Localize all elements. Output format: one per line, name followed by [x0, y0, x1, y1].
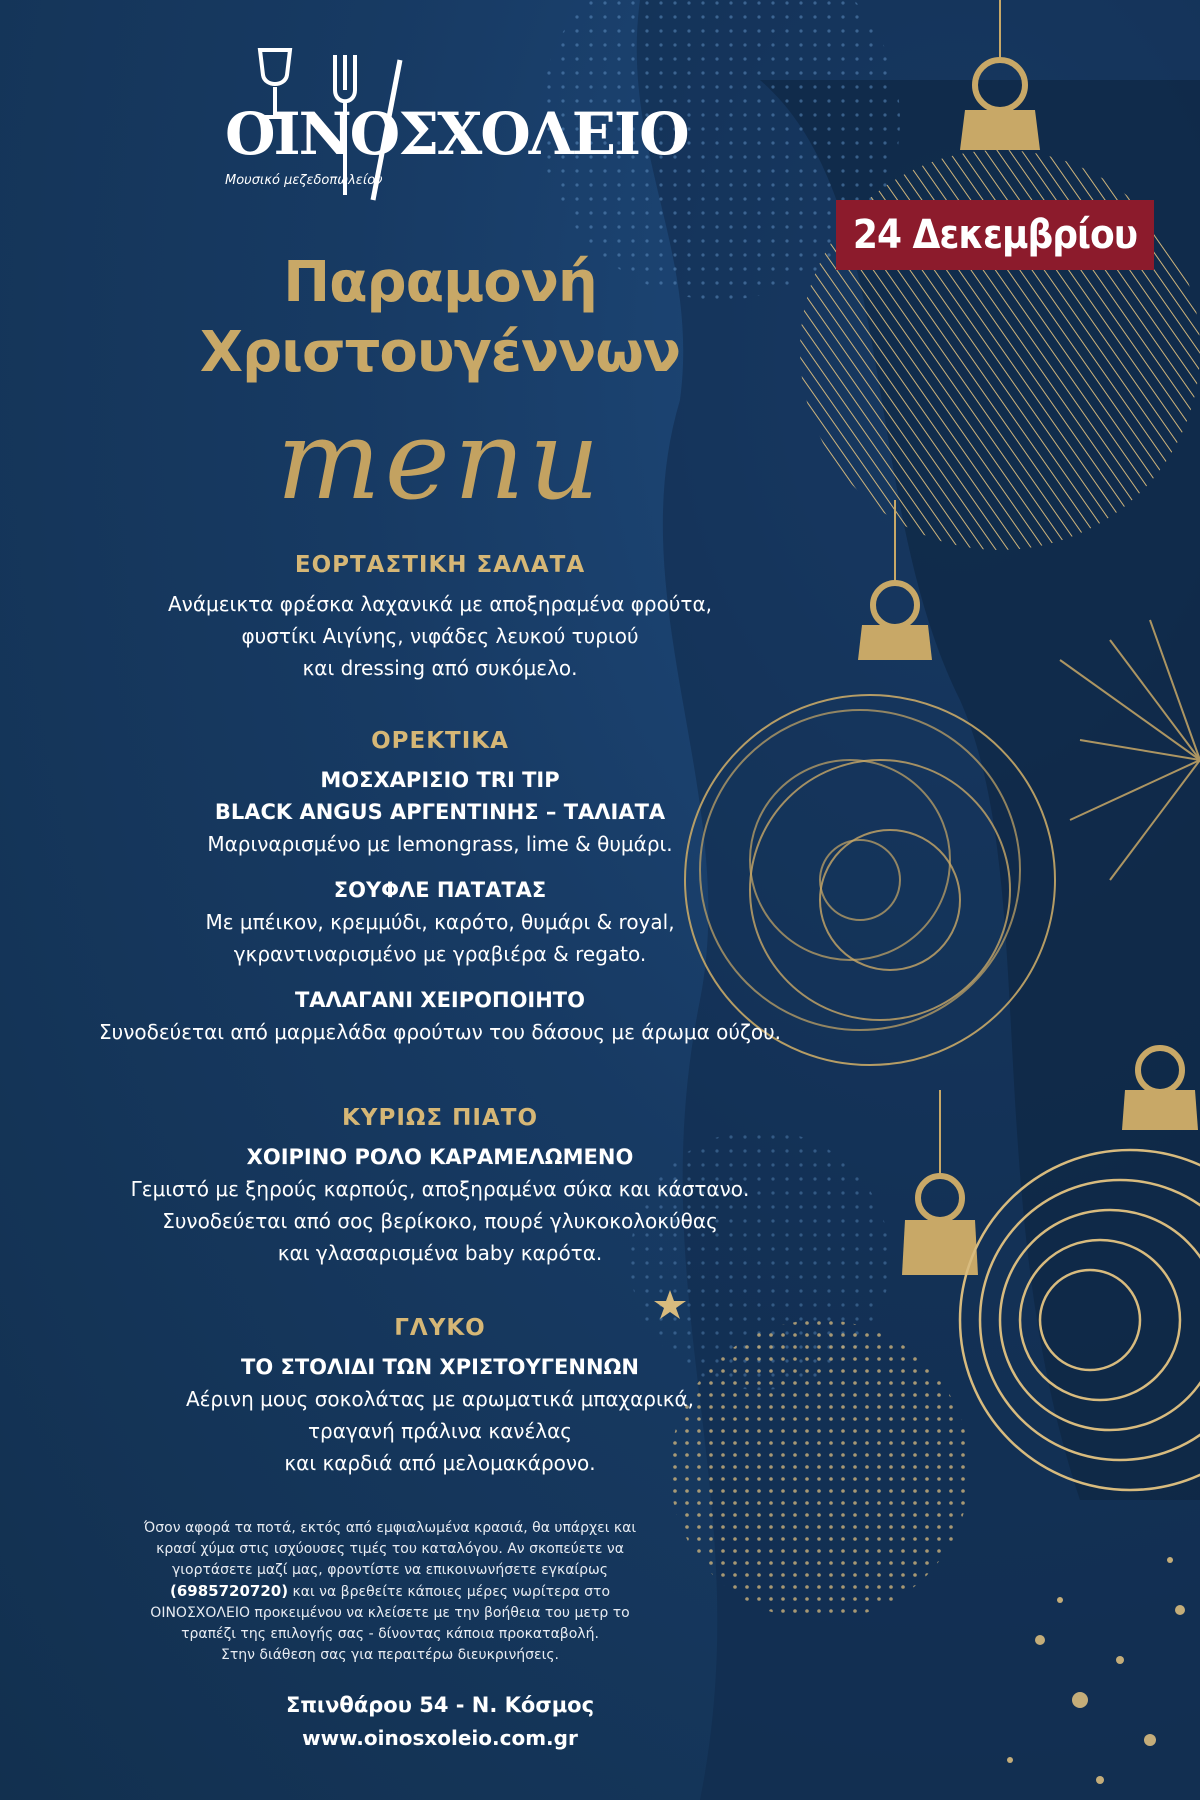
section-heading: ΕΟΡΤΑΣΤΙΚΗ ΣΑΛΑΤΑ [294, 552, 586, 578]
page-title [0, 248, 880, 388]
dish-description: και dressing από συκόμελο. [302, 656, 578, 680]
dish-description: Μαριναρισμένο με lemongrass, lime & θυμάρι. [207, 832, 673, 856]
note-line: Στην διάθεση σας για περαιτέρω διευκρινήσεις. [220, 1647, 560, 1663]
section-dessert [0, 1315, 880, 1479]
logo-tagline: Μουσικό μεζεδοπωλείον [225, 173, 383, 188]
phone-number[interactable]: (6985720720) [169, 1582, 289, 1600]
dish-description: Με μπέικον, κρεμμύδι, καρότο, θυμάρι & royal, [205, 910, 675, 934]
section-appetizers [0, 728, 880, 1048]
reservation-note [90, 1518, 690, 1666]
dish-description: Γεμιστό με ξηρούς καρπούς, αποξηραμένα σύκα και κάστανο. [130, 1177, 750, 1201]
section-heading: ΓΛΥΚΟ [394, 1315, 486, 1341]
note-line: γιορτάσετε μαζί μας, φροντίστε να επικοινωνήσετε εγκαίρως [171, 1562, 608, 1578]
note-line: κρασί χύμα στις ισχύουσες τιμές του καταλόγου. Αν σκοπεύετε να [156, 1541, 624, 1557]
dish-name: BLACK ANGUS ΑΡΓΕΝΤΙΝΗΣ – ΤΑΛΙΑΤΑ [214, 800, 666, 824]
website-link[interactable]: www.oinosxoleio.com.gr [302, 1726, 578, 1750]
menu-script-heading: menu [276, 396, 604, 524]
restaurant-logo [215, 45, 688, 205]
dish-description: Συνοδεύεται από μαρμελάδα φρούτων του δάσους με άρωμα ούζου. [98, 1020, 781, 1044]
note-line: ΟΙΝΟΣΧΟΛΕΙΟ προκειμένου να κλείσετε με την βοήθεια του μετρ το [150, 1605, 630, 1621]
dish-description: Αέρινη μους σοκολάτας με αρωματικά μπαχαρικά, [185, 1387, 695, 1411]
dish-description: γκραντιναρισμένο με γραβιέρα & regato. [233, 942, 647, 966]
address: Σπινθάρου 54 - Ν. Κόσμος [285, 1693, 595, 1717]
title-line-1: Παραμονή [283, 250, 597, 315]
note-line: τραπέζι της επιλογής σας - δίνοντας κάποια προκαταβολή. [181, 1626, 599, 1642]
note-line [90, 1581, 690, 1603]
section-heading: ΟΡΕΚΤΙΚΑ [371, 728, 509, 754]
note-line: Όσον αφορά τα ποτά, εκτός από εμφιαλωμένα κρασιά, θα υπάρχει και [143, 1520, 637, 1536]
title-line-2: Χριστουγέννων [199, 320, 681, 385]
dish-name: ΣΟΥΦΛΕ ΠΑΤΑΤΑΣ [333, 878, 547, 902]
logo-wordmark: ΟΙΝΟΣΧΟΛΕΙΟ [225, 100, 688, 168]
section-festive-salad [0, 552, 880, 684]
dish-description: και γλασαρισμένα baby καρότα. [277, 1241, 603, 1265]
date-badge: 24 Δεκεμβρίου [836, 200, 1154, 270]
dish-description: τραγανή πράλινα κανέλας [307, 1419, 573, 1443]
note-line-text: και να βρεθείτε κάποιες μέρες νωρίτερα στο [288, 1584, 611, 1600]
dish-description: φυστίκι Αιγίνης, νιφάδες λευκού τυριού [241, 624, 639, 648]
dish-name: ΧΟΙΡΙΝΟ ΡΟΛΟ ΚΑΡΑΜΕΛΩΜΕΝΟ [246, 1145, 634, 1169]
dish-name: ΜΟΣΧΑΡΙΣΙΟ TRI TIP [320, 768, 560, 792]
dish-description: Συνοδεύεται από σος βερίκοκο, πουρέ γλυκοκολοκύθας [162, 1209, 718, 1233]
section-heading: ΚΥΡΙΩΣ ΠΙΑΤΟ [341, 1105, 538, 1131]
dish-description: και καρδιά από μελομακάρονο. [284, 1451, 596, 1475]
section-main-course [0, 1105, 880, 1269]
dish-description: Ανάμεικτα φρέσκα λαχανικά με αποξηραμένα φρούτα, [167, 592, 713, 616]
dish-name: ΤΟ ΣΤΟΛΙΔΙ ΤΩΝ ΧΡΙΣΤΟΥΓΕΝΝΩΝ [241, 1355, 639, 1379]
dish-name: ΤΑΛΑΓΑΝΙ ΧΕΙΡΟΠΟΙΗΤΟ [294, 988, 585, 1012]
